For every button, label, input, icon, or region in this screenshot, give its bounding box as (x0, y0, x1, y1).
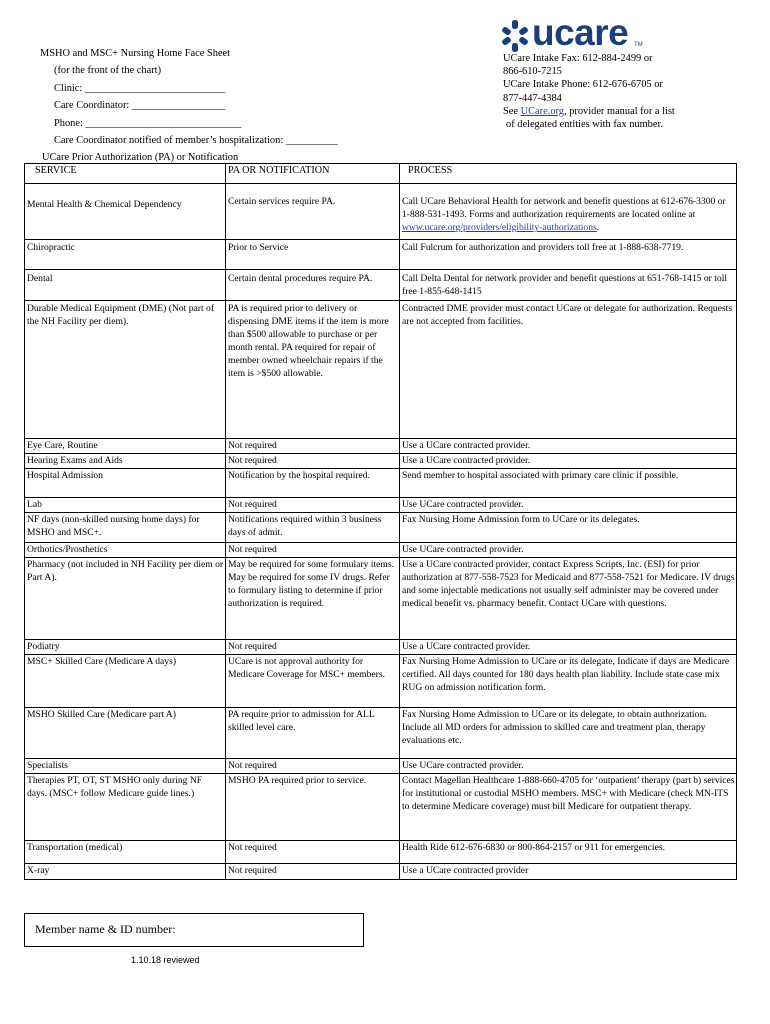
face-sheet-title: MSHO and MSC+ Nursing Home Face Sheet (40, 48, 230, 59)
process-cell: Call Fulcrum for authorization and providers toll free at 1-888-638-7719. (400, 240, 737, 270)
table-row (25, 184, 737, 240)
service-cell: Durable Medical Equipment (DME) (Not part of the NH Facility per diem). (25, 301, 226, 439)
process-cell: Use a UCare contracted provider. (400, 454, 737, 469)
face-sheet-header (40, 45, 470, 149)
see-suffix: , provider manual for a list (564, 105, 675, 117)
service-cell: Mental Health & Chemical Dependency (25, 184, 226, 240)
table-row (25, 759, 737, 774)
process-text-end: . (596, 222, 600, 234)
service-cell: Transportation (medical) (25, 841, 226, 864)
pa-cell: Not required (226, 841, 400, 864)
pa-cell: Not required (226, 759, 400, 774)
process-cell: Use a UCare contracted provider. (400, 640, 737, 655)
service-cell: Chiropractic (25, 240, 226, 270)
pa-cell: MSHO PA required prior to service. (226, 774, 400, 841)
table-row (25, 301, 737, 439)
pa-cell: Not required (226, 640, 400, 655)
table-row (25, 454, 737, 469)
pa-cell: Not required (226, 439, 400, 454)
table-row (25, 864, 737, 880)
pa-cell: Not required (226, 498, 400, 513)
pa-cell: Not required (226, 864, 400, 880)
process-cell: Fax Nursing Home Admission form to UCare or its delegates. (400, 513, 737, 543)
process-cell: Fax Nursing Home Admission to UCare or its delegate, Indicate if days are Medicare certified. All days counted for 180 days health plan liability. Include state case mix RUG on admission notification form. (400, 655, 737, 708)
table-row (25, 240, 737, 270)
table-header-row (25, 164, 737, 184)
table-row (25, 439, 737, 454)
column-header-pa: PA OR NOTIFICATION (226, 164, 400, 184)
table-row (25, 498, 737, 513)
process-cell (400, 184, 737, 240)
service-cell: MSHO Skilled Care (Medicare part A) (25, 708, 226, 759)
pa-cell: Certain dental procedures require PA. (226, 270, 400, 301)
process-cell: Contact Magellan Healthcare 1-888-660-4705 for ‘outpatient’ therapy (part b) services for institutional or custodial MSHO members. MSC+ with Medicare (check MN-ITS to determine Medicare coverage) must bill Medicare for outpatient therapy. (400, 774, 737, 841)
column-header-process: PROCESS (400, 164, 737, 184)
ucare-mark-icon (502, 20, 528, 52)
table-row (25, 841, 737, 864)
ucare-logo-tm: TM (634, 42, 643, 48)
ucare-org-link[interactable]: UCare.org (520, 105, 564, 117)
intake-phone-line1: UCare Intake Phone: 612-676-6705 or (503, 79, 663, 91)
table-row (25, 270, 737, 301)
reviewed-date: 1.10.18 reviewed (131, 955, 200, 965)
service-cell: Pharmacy (not included in NH Facility per diem or Part A). (25, 558, 226, 640)
process-cell: Use UCare contracted provider. (400, 759, 737, 774)
service-cell: MSC+ Skilled Care (Medicare A days) (25, 655, 226, 708)
table-row (25, 655, 737, 708)
service-cell: NF days (non-skilled nursing home days) for MSHO and MSC+. (25, 513, 226, 543)
ucare-logo-text: ucare (532, 12, 629, 53)
pa-table-title: UCare Prior Authorization (PA) or Notification (42, 152, 239, 163)
pa-cell: Notifications required within 3 business days of admit. (226, 513, 400, 543)
ucare-logo (502, 14, 642, 54)
pa-cell: May be required for some formulary items. May be required for some IV drugs. Refer to formulary listing to determine if prior authorization is required. (226, 558, 400, 640)
service-cell: Hospital Admission (25, 469, 226, 498)
process-cell: Use a UCare contracted provider. (400, 439, 737, 454)
pa-notification-table (24, 163, 737, 880)
process-cell: Contracted DME provider must contact UCare or delegate for authorization. Requests are not accepted from facilities. (400, 301, 737, 439)
service-cell: Specialists (25, 759, 226, 774)
intake-fax-line1: UCare Intake Fax: 612-884-2499 or (503, 53, 653, 64)
process-cell: Use UCare contracted provider. (400, 498, 737, 513)
pa-cell: Notification by the hospital required. (226, 469, 400, 498)
service-cell: Podiatry (25, 640, 226, 655)
process-cell: Use a UCare contracted provider, contact Express Scripts, Inc. (ESI) for prior authorization at 877-558-7523 for Medicaid and 877-558-7521 for Medicare. IV drugs and some injectable medications not usually self administer may be covered under medical benefit vs. pharmacy benefit. Contact UCare with questions. (400, 558, 737, 640)
provider-manual-note (503, 105, 753, 118)
face-sheet-subtitle: (for the front of the chart) (54, 65, 162, 77)
hospitalization-notified-field: Care Coordinator notified of member’s hospitalization: __________ (54, 135, 338, 147)
table-row (25, 543, 737, 558)
member-name-id-field: Member name & ID number: (24, 913, 364, 947)
pa-cell: Prior to Service (226, 240, 400, 270)
service-cell: Dental (25, 270, 226, 301)
table-row (25, 708, 737, 759)
care-coordinator-field: Care Coordinator: __________________ (54, 100, 226, 112)
pa-cell: Not required (226, 454, 400, 469)
process-cell: Use a UCare contracted provider (400, 864, 737, 880)
process-cell: Health Ride 612-676-6830 or 800-864-2157 or 911 for emergencies. (400, 841, 737, 864)
table-row (25, 558, 737, 640)
clinic-field: Clinic: ___________________________ (54, 82, 226, 94)
intake-phone-line2: 877-447-4384 (503, 92, 562, 104)
phone-field: Phone: ______________________________ (54, 117, 242, 129)
table-row (25, 513, 737, 543)
service-cell: Lab (25, 498, 226, 513)
pa-cell: Not required (226, 543, 400, 558)
process-cell: Send member to hospital associated with primary care clinic if possible. (400, 469, 737, 498)
pa-cell: PA require prior to admission for ALL skilled level care. (226, 708, 400, 759)
pa-cell: PA is required prior to delivery or dispensing DME items if the item is more than $500 allowable to purchase or per month rental. PA required for repair of member owned wheelchair repairs if the item is >$500 allowable. (226, 301, 400, 439)
intake-fax-line2: 866-610-7215 (503, 66, 562, 78)
table-row (25, 774, 737, 841)
process-cell: Fax Nursing Home Admission to UCare or its delegate, to obtain authorization. Include all MD orders for admission to skilled care and treatment plan, therapy evaluations etc. (400, 708, 737, 759)
ucare-contact-info (503, 52, 753, 131)
pa-cell: UCare is not approval authority for Medicare Coverage for MSC+ members. (226, 655, 400, 708)
process-cell: Call Delta Dental for network provider and benefit questions at 651-768-1415 or toll free 1-855-648-1415 (400, 270, 737, 301)
service-cell: Hearing Exams and Aids (25, 454, 226, 469)
service-cell: X-ray (25, 864, 226, 880)
column-header-service: SERVICE (25, 164, 226, 184)
pa-cell: Certain services require PA. (226, 184, 400, 240)
service-cell: Orthotics/Prosthetics (25, 543, 226, 558)
service-cell: Therapies PT, OT, ST MSHO only during NF days. (MSC+ follow Medicare guide lines.) (25, 774, 226, 841)
process-cell: Use UCare contracted provider. (400, 543, 737, 558)
provider-manual-note-line2: of delegated entities with fax number. (506, 119, 663, 131)
table-row (25, 640, 737, 655)
eligibility-authorizations-link[interactable]: www.ucare.org/providers/eligibility-authorizations (402, 222, 597, 234)
process-text: Call UCare Behavioral Health for network and benefit questions at 612-676-3300 or 1-888-531-1493. Forms and authorization requirements are located online at (402, 196, 726, 221)
see-prefix: See (503, 105, 521, 117)
service-cell: Eye Care, Routine (25, 439, 226, 454)
table-row (25, 469, 737, 498)
